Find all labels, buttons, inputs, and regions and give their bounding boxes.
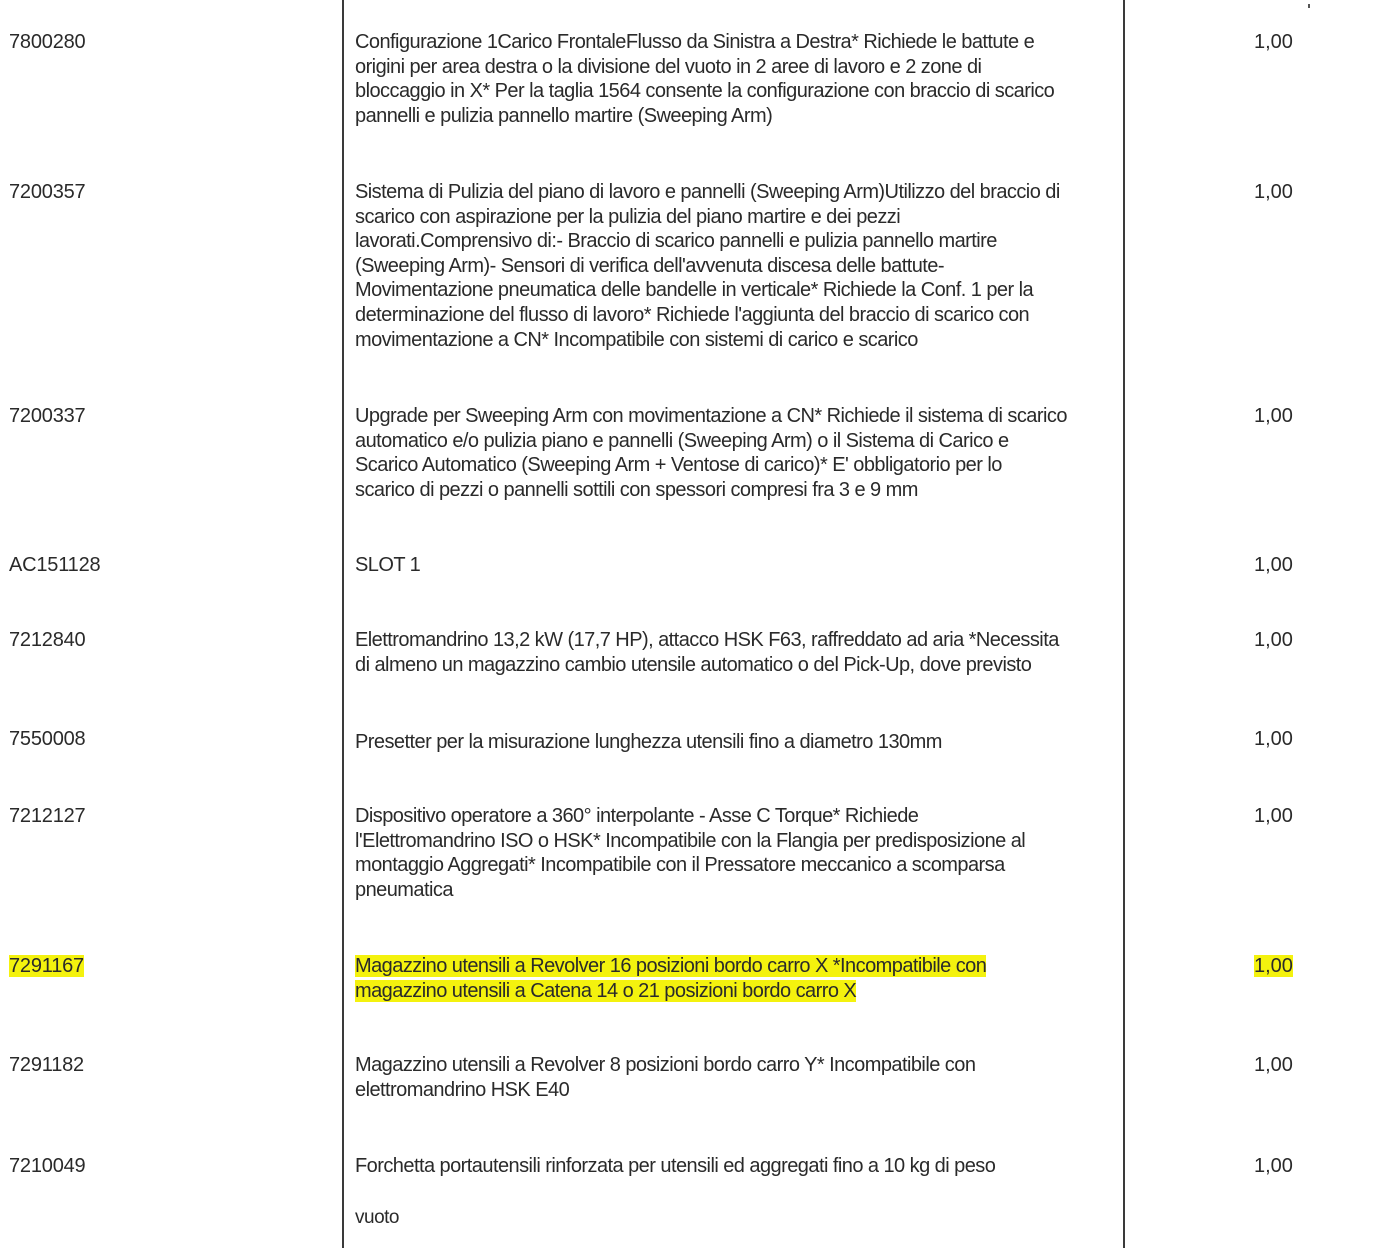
- description-line: di almeno un magazzino cambio utensile automatico o del Pick-Up, dove previsto: [355, 653, 1032, 676]
- item-quantity: 1,00: [1254, 554, 1293, 576]
- item-code: 7291167: [9, 955, 84, 977]
- item-code: 7212840: [9, 629, 86, 651]
- description-line: Dispositivo operatore a 360° interpolante - Asse C Torque* Richiede: [355, 805, 919, 827]
- item-description: [355, 404, 1115, 502]
- description-line: origini per area destra o la divisione del vuoto in 2 aree di lavoro e 2 zone di: [355, 55, 982, 78]
- description-line: pannelli e pulizia pannello martire (Sweeping Arm): [355, 104, 773, 127]
- item-description: [355, 30, 1115, 128]
- item-quantity: 1,00: [1254, 955, 1293, 977]
- description-line: Movimentazione pneumatica delle bandelle in verticale* Richiede la Conf. 1 per la: [355, 279, 1034, 302]
- item-quantity: 1,00: [1254, 805, 1293, 827]
- description-line: magazzino utensili a Catena 14 o 21 posizioni bordo carro X: [355, 979, 857, 1002]
- item-quantity: 1,00: [1254, 1054, 1293, 1076]
- description-line: elettromandrino HSK E40: [355, 1078, 570, 1101]
- description-line: automatico e/o pulizia piano e pannelli (Sweeping Arm) o il Sistema di Carico e: [355, 429, 1009, 452]
- item-code: 7800280: [9, 31, 86, 53]
- description-line: Magazzino utensili a Revolver 16 posizioni bordo carro X *Incompatibile con: [355, 955, 987, 977]
- item-description: [355, 954, 1115, 1003]
- item-description: [355, 1053, 1115, 1102]
- column-divider-left: [342, 0, 344, 1248]
- item-code: AC151128: [9, 554, 101, 576]
- description-line: pneumatica: [355, 878, 453, 901]
- item-quantity: 1,00: [1254, 405, 1293, 427]
- item-code: 7200337: [9, 405, 86, 427]
- item-quantity: 1,00: [1254, 31, 1293, 53]
- item-quantity: 1,00: [1254, 728, 1293, 750]
- description-line: Elettromandrino 13,2 kW (17,7 HP), attacco HSK F63, raffreddato ad aria *Necessita: [355, 629, 1059, 651]
- item-description: [355, 553, 1115, 578]
- description-line: SLOT 1: [355, 554, 421, 576]
- item-code: 7200357: [9, 181, 86, 203]
- description-line: Upgrade per Sweeping Arm con movimentazione a CN* Richiede il sistema di scarico: [355, 405, 1067, 427]
- description-line: Scarico Automatico (Sweeping Arm + Ventose di carico)* E' obbligatorio per lo: [355, 454, 1002, 477]
- description-line: Configurazione 1Carico FrontaleFlusso da Sinistra a Destra* Richiede le battute e: [355, 31, 1035, 53]
- item-code: 7291182: [9, 1054, 84, 1076]
- item-description: [355, 804, 1115, 902]
- column-divider-right: [1123, 0, 1125, 1248]
- item-description: [355, 628, 1115, 677]
- item-code: 7210049: [9, 1155, 86, 1177]
- description-line: Sistema di Pulizia del piano di lavoro e pannelli (Sweeping Arm)Utilizzo del braccio di: [355, 181, 1060, 203]
- item-description: [355, 180, 1115, 352]
- description-line: scarico con aspirazione per la pulizia del piano martire e dei pezzi: [355, 205, 901, 228]
- footer-note: vuoto: [355, 1207, 399, 1228]
- description-line: (Sweeping Arm)- Sensori di verifica dell'avvenuta discesa delle battute-: [355, 254, 944, 277]
- item-quantity: 1,00: [1254, 629, 1293, 651]
- description-line: movimentazione a CN* Incompatibile con sistemi di carico e scarico: [355, 328, 918, 351]
- item-quantity: 1,00: [1254, 1155, 1293, 1177]
- item-code: 7550008: [9, 728, 86, 750]
- description-line: Magazzino utensili a Revolver 8 posizioni bordo carro Y* Incompatibile con: [355, 1054, 976, 1076]
- item-quantity: 1,00: [1254, 181, 1293, 203]
- item-description: [355, 1154, 1115, 1179]
- description-line: Presetter per la misurazione lunghezza utensili fino a diametro 130mm: [355, 731, 942, 753]
- description-line: bloccaggio in X* Per la taglia 1564 consente la configurazione con braccio di scarico: [355, 80, 1055, 103]
- corner-mark: [1308, 4, 1310, 8]
- item-description: [355, 730, 1115, 755]
- description-line: l'Elettromandrino ISO o HSK* Incompatibile con la Flangia per predisposizione al: [355, 829, 1026, 852]
- description-line: scarico di pezzi o pannelli sottili con spessori compresi fra 3 e 9 mm: [355, 478, 918, 501]
- description-line: determinazione del flusso di lavoro* Richiede l'aggiunta del braccio di scarico con: [355, 303, 1030, 326]
- description-line: lavorati.Comprensivo di:- Braccio di scarico pannelli e pulizia pannello martire: [355, 230, 997, 253]
- description-line: Forchetta portautensili rinforzata per utensili ed aggregati fino a 10 kg di peso: [355, 1155, 996, 1177]
- item-code: 7212127: [9, 805, 86, 827]
- description-line: montaggio Aggregati* Incompatibile con il Pressatore meccanico a scomparsa: [355, 854, 1005, 877]
